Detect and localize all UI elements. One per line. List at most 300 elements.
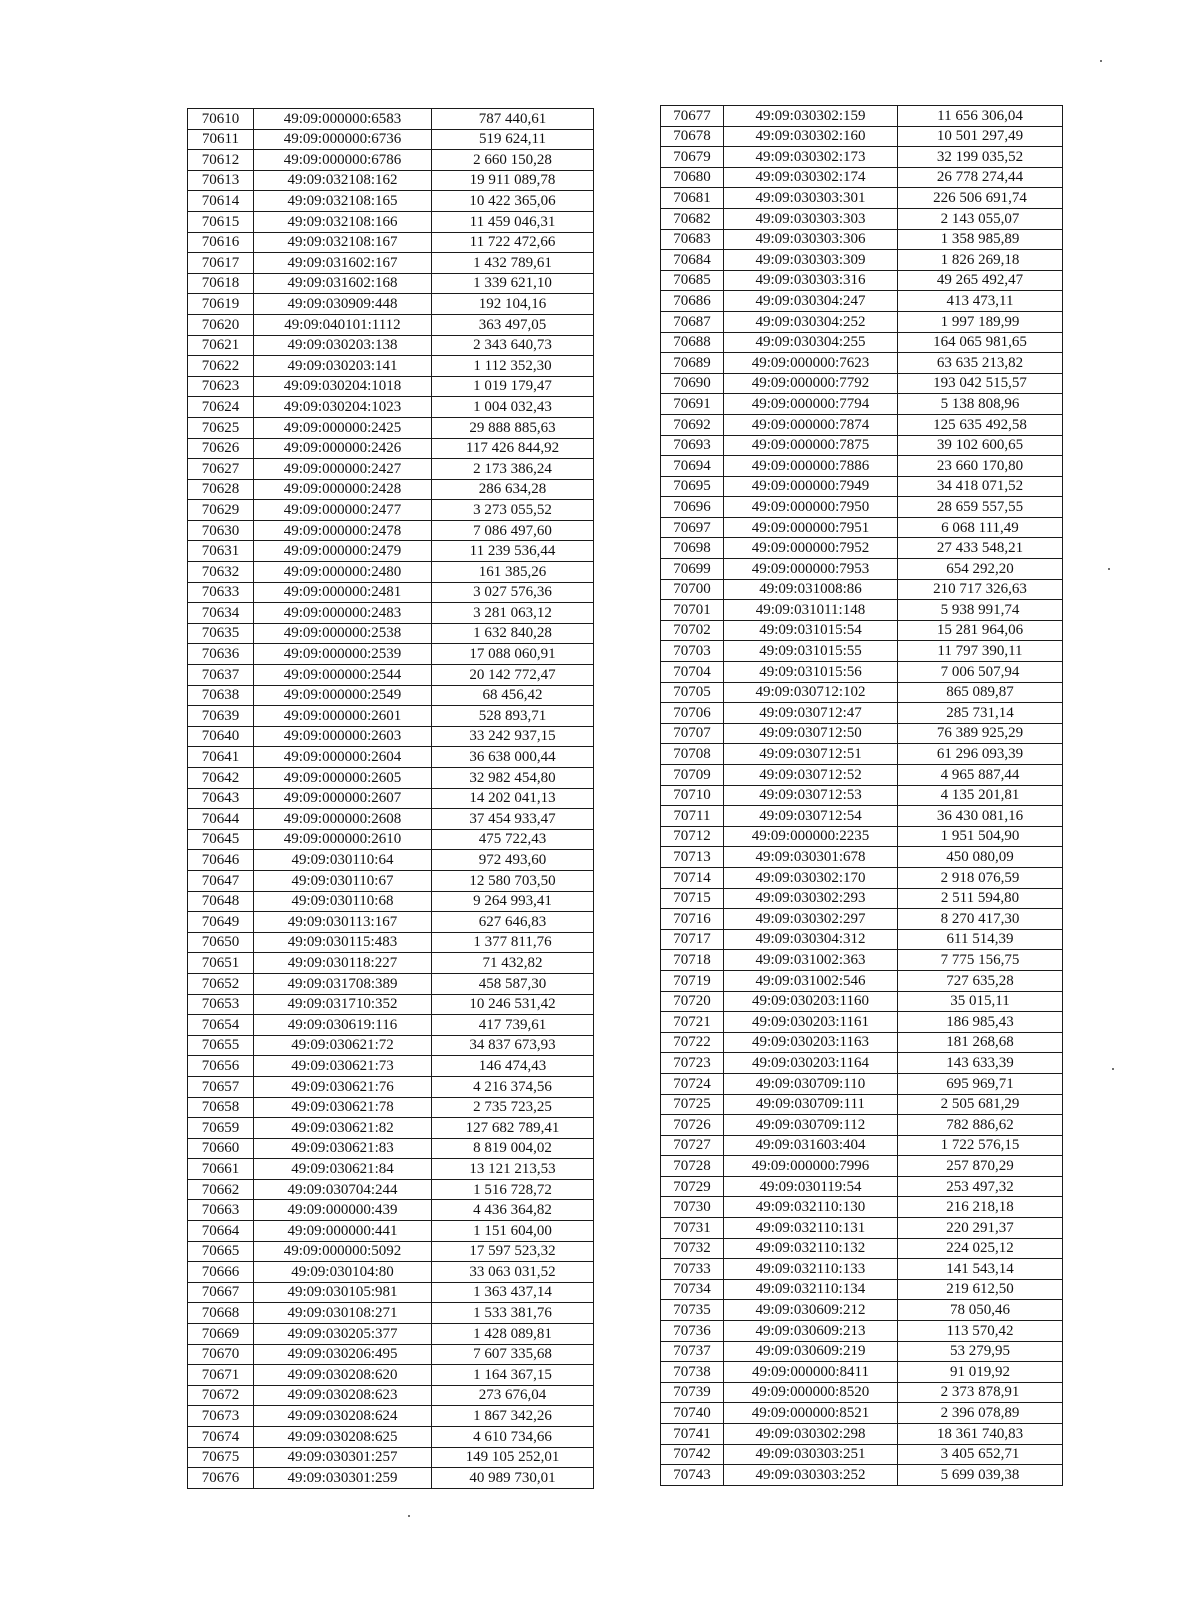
cell-value: 727 635,28 — [898, 970, 1063, 991]
left-cadastre-table — [187, 108, 594, 1489]
cell-number: 70725 — [661, 1094, 724, 1115]
cell-value: 186 985,43 — [898, 1012, 1063, 1033]
cell-cadastral-id: 49:09:000000:2608 — [254, 809, 432, 830]
cell-value: 4 965 887,44 — [898, 765, 1063, 786]
cell-number: 70679 — [661, 147, 724, 168]
cell-cadastral-id: 49:09:030203:138 — [254, 335, 432, 356]
table-row — [188, 829, 594, 850]
cell-number: 70688 — [661, 332, 724, 353]
cell-value: 417 739,61 — [432, 1015, 594, 1036]
cell-cadastral-id: 49:09:000000:2478 — [254, 520, 432, 541]
cell-number: 70700 — [661, 579, 724, 600]
cell-cadastral-id: 49:09:030301:259 — [254, 1468, 432, 1489]
cell-number: 70741 — [661, 1424, 724, 1445]
cell-value: 1 867 342,26 — [432, 1406, 594, 1427]
cell-number: 70732 — [661, 1238, 724, 1259]
cell-cadastral-id: 49:09:032108:166 — [254, 211, 432, 232]
cell-number: 70728 — [661, 1156, 724, 1177]
cell-value: 450 080,09 — [898, 847, 1063, 868]
cell-number: 70721 — [661, 1012, 724, 1033]
cell-value: 654 292,20 — [898, 559, 1063, 580]
cell-cadastral-id: 49:09:000000:7875 — [724, 435, 898, 456]
cell-number: 70743 — [661, 1465, 724, 1486]
cell-value: 11 239 536,44 — [432, 541, 594, 562]
cell-cadastral-id: 49:09:030303:303 — [724, 208, 898, 229]
cell-number: 70656 — [188, 1056, 254, 1077]
cell-number: 70682 — [661, 208, 724, 229]
cell-value: 220 291,37 — [898, 1218, 1063, 1239]
cell-value: 33 063 031,52 — [432, 1262, 594, 1283]
cell-number: 70664 — [188, 1221, 254, 1242]
cell-value: 39 102 600,65 — [898, 435, 1063, 456]
scan-speck — [1100, 60, 1102, 62]
cell-cadastral-id: 49:09:030709:111 — [724, 1094, 898, 1115]
cell-value: 782 886,62 — [898, 1115, 1063, 1136]
cell-cadastral-id: 49:09:030712:47 — [724, 703, 898, 724]
table-row — [661, 929, 1063, 950]
cell-cadastral-id: 49:09:000000:2605 — [254, 768, 432, 789]
table-row — [188, 1221, 594, 1242]
table-row — [661, 620, 1063, 641]
cell-cadastral-id: 49:09:000000:2477 — [254, 500, 432, 521]
table-row — [188, 129, 594, 150]
cell-number: 70639 — [188, 706, 254, 727]
cell-cadastral-id: 49:09:030609:212 — [724, 1300, 898, 1321]
table-row — [188, 850, 594, 871]
cell-number: 70619 — [188, 294, 254, 315]
table-row — [188, 1118, 594, 1139]
cell-cadastral-id: 49:09:030302:293 — [724, 888, 898, 909]
cell-number: 70626 — [188, 438, 254, 459]
cell-value: 53 279,95 — [898, 1341, 1063, 1362]
cell-value: 1 151 604,00 — [432, 1221, 594, 1242]
table-row — [188, 809, 594, 830]
table-row — [188, 294, 594, 315]
cell-number: 70649 — [188, 912, 254, 933]
table-row — [661, 579, 1063, 600]
table-row — [661, 373, 1063, 394]
cell-number: 70674 — [188, 1427, 254, 1448]
cell-number: 70630 — [188, 520, 254, 541]
cell-value: 224 025,12 — [898, 1238, 1063, 1259]
cell-cadastral-id: 49:09:000000:6736 — [254, 129, 432, 150]
cell-number: 70731 — [661, 1218, 724, 1239]
cell-cadastral-id: 49:09:031015:55 — [724, 641, 898, 662]
cell-value: 125 635 492,58 — [898, 414, 1063, 435]
cell-number: 70647 — [188, 870, 254, 891]
cell-value: 1 339 621,10 — [432, 273, 594, 294]
cell-value: 1 516 728,72 — [432, 1179, 594, 1200]
table-row — [188, 459, 594, 480]
cell-number: 70645 — [188, 829, 254, 850]
cell-cadastral-id: 49:09:032108:167 — [254, 232, 432, 253]
table-row — [188, 191, 594, 212]
cell-cadastral-id: 49:09:030110:64 — [254, 850, 432, 871]
table-row — [188, 1385, 594, 1406]
cell-value: 33 242 937,15 — [432, 726, 594, 747]
table-row — [188, 891, 594, 912]
cell-value: 76 389 925,29 — [898, 723, 1063, 744]
table-row — [188, 1344, 594, 1365]
table-row — [188, 1241, 594, 1262]
cell-number: 70654 — [188, 1015, 254, 1036]
cell-value: 7 607 335,68 — [432, 1344, 594, 1365]
cell-cadastral-id: 49:09:030208:620 — [254, 1365, 432, 1386]
cell-number: 70693 — [661, 435, 724, 456]
table-row — [661, 1362, 1063, 1383]
cell-cadastral-id: 49:09:032110:134 — [724, 1279, 898, 1300]
cell-number: 70718 — [661, 950, 724, 971]
cell-cadastral-id: 49:09:000000:2604 — [254, 747, 432, 768]
cell-value: 413 473,11 — [898, 291, 1063, 312]
table-row — [188, 109, 594, 130]
cell-cadastral-id: 49:09:030302:160 — [724, 126, 898, 147]
cell-number: 70670 — [188, 1344, 254, 1365]
cell-number: 70711 — [661, 806, 724, 827]
table-row — [661, 847, 1063, 868]
cell-cadastral-id: 49:09:000000:439 — [254, 1200, 432, 1221]
cell-cadastral-id: 49:09:000000:2601 — [254, 706, 432, 727]
cell-value: 2 396 078,89 — [898, 1403, 1063, 1424]
cell-cadastral-id: 49:09:030304:255 — [724, 332, 898, 353]
table-row — [661, 1156, 1063, 1177]
cell-cadastral-id: 49:09:000000:2235 — [724, 826, 898, 847]
cell-value: 219 612,50 — [898, 1279, 1063, 1300]
cell-cadastral-id: 49:09:031602:168 — [254, 273, 432, 294]
cell-value: 68 456,42 — [432, 685, 594, 706]
table-row — [661, 1300, 1063, 1321]
table-row — [188, 335, 594, 356]
cell-number: 70701 — [661, 600, 724, 621]
cell-number: 70710 — [661, 785, 724, 806]
cell-cadastral-id: 49:09:000000:2610 — [254, 829, 432, 850]
cell-number: 70742 — [661, 1444, 724, 1465]
table-row — [661, 662, 1063, 683]
cell-number: 70672 — [188, 1385, 254, 1406]
cell-cadastral-id: 49:09:030303:309 — [724, 250, 898, 271]
table-row — [188, 603, 594, 624]
cell-value: 78 050,46 — [898, 1300, 1063, 1321]
scan-speck — [408, 1515, 410, 1517]
left-table-body — [188, 109, 594, 1489]
cell-number: 70680 — [661, 167, 724, 188]
cell-value: 2 660 150,28 — [432, 150, 594, 171]
cell-number: 70648 — [188, 891, 254, 912]
cell-value: 787 440,61 — [432, 109, 594, 130]
cell-cadastral-id: 49:09:000000:2544 — [254, 665, 432, 686]
cell-value: 8 819 004,02 — [432, 1138, 594, 1159]
table-row — [661, 353, 1063, 374]
cell-value: 11 656 306,04 — [898, 106, 1063, 127]
cell-value: 2 918 076,59 — [898, 867, 1063, 888]
cell-cadastral-id: 49:09:000000:2539 — [254, 644, 432, 665]
cell-number: 70704 — [661, 662, 724, 683]
cell-cadastral-id: 49:09:031011:148 — [724, 600, 898, 621]
cell-cadastral-id: 49:09:030304:252 — [724, 311, 898, 332]
table-row — [188, 747, 594, 768]
cell-cadastral-id: 49:09:030619:116 — [254, 1015, 432, 1036]
cell-value: 6 068 111,49 — [898, 517, 1063, 538]
cell-value: 127 682 789,41 — [432, 1118, 594, 1139]
cell-number: 70667 — [188, 1282, 254, 1303]
cell-number: 70618 — [188, 273, 254, 294]
cell-number: 70695 — [661, 476, 724, 497]
table-row — [661, 703, 1063, 724]
table-row — [661, 291, 1063, 312]
cell-number: 70702 — [661, 620, 724, 641]
cell-number: 70707 — [661, 723, 724, 744]
cell-value: 1 363 437,14 — [432, 1282, 594, 1303]
cell-value: 1 019 179,47 — [432, 376, 594, 397]
cell-value: 26 778 274,44 — [898, 167, 1063, 188]
cell-cadastral-id: 49:09:031015:56 — [724, 662, 898, 683]
cell-value: 210 717 326,63 — [898, 579, 1063, 600]
cell-number: 70614 — [188, 191, 254, 212]
cell-value: 285 731,14 — [898, 703, 1063, 724]
table-row — [661, 950, 1063, 971]
cell-value: 1 632 840,28 — [432, 623, 594, 644]
cell-number: 70652 — [188, 973, 254, 994]
table-row — [188, 953, 594, 974]
cell-number: 70651 — [188, 953, 254, 974]
table-row — [188, 1406, 594, 1427]
cell-number: 70703 — [661, 641, 724, 662]
cell-cadastral-id: 49:09:032108:162 — [254, 170, 432, 191]
cell-cadastral-id: 49:09:030712:51 — [724, 744, 898, 765]
cell-value: 4 610 734,66 — [432, 1427, 594, 1448]
cell-value: 113 570,42 — [898, 1321, 1063, 1342]
cell-value: 1 997 189,99 — [898, 311, 1063, 332]
cell-cadastral-id: 49:09:000000:2481 — [254, 582, 432, 603]
table-row — [661, 106, 1063, 127]
table-row — [188, 994, 594, 1015]
cell-number: 70678 — [661, 126, 724, 147]
cell-value: 181 268,68 — [898, 1032, 1063, 1053]
table-row — [188, 726, 594, 747]
cell-cadastral-id: 49:09:000000:7949 — [724, 476, 898, 497]
cell-number: 70615 — [188, 211, 254, 232]
cell-number: 70696 — [661, 497, 724, 518]
cell-number: 70621 — [188, 335, 254, 356]
cell-number: 70735 — [661, 1300, 724, 1321]
table-row — [661, 1321, 1063, 1342]
cell-cadastral-id: 49:09:000000:2483 — [254, 603, 432, 624]
cell-cadastral-id: 49:09:030110:68 — [254, 891, 432, 912]
cell-value: 5 938 991,74 — [898, 600, 1063, 621]
cell-cadastral-id: 49:09:030206:495 — [254, 1344, 432, 1365]
cell-number: 70643 — [188, 788, 254, 809]
table-row — [661, 641, 1063, 662]
table-row — [188, 644, 594, 665]
cell-value: 29 888 885,63 — [432, 417, 594, 438]
cell-number: 70633 — [188, 582, 254, 603]
table-row — [188, 1282, 594, 1303]
cell-cadastral-id: 49:09:000000:8411 — [724, 1362, 898, 1383]
cell-value: 34 418 071,52 — [898, 476, 1063, 497]
cell-number: 70631 — [188, 541, 254, 562]
cell-number: 70720 — [661, 991, 724, 1012]
cell-value: 1 428 089,81 — [432, 1324, 594, 1345]
table-row — [661, 188, 1063, 209]
cell-number: 70611 — [188, 129, 254, 150]
cell-cadastral-id: 49:09:030208:623 — [254, 1385, 432, 1406]
cell-cadastral-id: 49:09:030205:377 — [254, 1324, 432, 1345]
cell-cadastral-id: 49:09:030204:1018 — [254, 376, 432, 397]
cell-cadastral-id: 49:09:000000:7794 — [724, 394, 898, 415]
table-row — [188, 1056, 594, 1077]
cell-cadastral-id: 49:09:031708:389 — [254, 973, 432, 994]
cell-cadastral-id: 49:09:000000:7874 — [724, 414, 898, 435]
cell-cadastral-id: 49:09:031603:404 — [724, 1135, 898, 1156]
cell-value: 10 246 531,42 — [432, 994, 594, 1015]
scan-speck — [1112, 1068, 1114, 1070]
cell-cadastral-id: 49:09:030709:110 — [724, 1073, 898, 1094]
cell-value: 27 433 548,21 — [898, 538, 1063, 559]
cell-cadastral-id: 49:09:030621:73 — [254, 1056, 432, 1077]
cell-value: 1 112 352,30 — [432, 356, 594, 377]
cell-number: 70690 — [661, 373, 724, 394]
table-row — [188, 973, 594, 994]
cell-number: 70739 — [661, 1382, 724, 1403]
cell-number: 70646 — [188, 850, 254, 871]
cell-cadastral-id: 49:09:031710:352 — [254, 994, 432, 1015]
cell-value: 253 497,32 — [898, 1176, 1063, 1197]
cell-cadastral-id: 49:09:030621:83 — [254, 1138, 432, 1159]
table-row — [661, 1032, 1063, 1053]
cell-cadastral-id: 49:09:030621:82 — [254, 1118, 432, 1139]
cell-number: 70637 — [188, 665, 254, 686]
cell-value: 3 027 576,36 — [432, 582, 594, 603]
table-row — [661, 1073, 1063, 1094]
table-row — [661, 208, 1063, 229]
cell-value: 865 089,87 — [898, 682, 1063, 703]
cell-number: 70692 — [661, 414, 724, 435]
table-row — [188, 768, 594, 789]
cell-number: 70714 — [661, 867, 724, 888]
cell-cadastral-id: 49:09:031002:546 — [724, 970, 898, 991]
table-row — [661, 1176, 1063, 1197]
cell-cadastral-id: 49:09:000000:2607 — [254, 788, 432, 809]
cell-value: 164 065 981,65 — [898, 332, 1063, 353]
table-row — [661, 332, 1063, 353]
cell-number: 70724 — [661, 1073, 724, 1094]
cell-cadastral-id: 49:09:030104:80 — [254, 1262, 432, 1283]
cell-number: 70661 — [188, 1159, 254, 1180]
table-row — [661, 167, 1063, 188]
table-row — [188, 912, 594, 933]
cell-cadastral-id: 49:09:030113:167 — [254, 912, 432, 933]
cell-value: 20 142 772,47 — [432, 665, 594, 686]
cell-value: 143 633,39 — [898, 1053, 1063, 1074]
table-row — [661, 682, 1063, 703]
cell-number: 70727 — [661, 1135, 724, 1156]
cell-value: 49 265 492,47 — [898, 270, 1063, 291]
table-row — [188, 1365, 594, 1386]
table-row — [661, 1218, 1063, 1239]
cell-value: 36 430 081,16 — [898, 806, 1063, 827]
cell-value: 3 273 055,52 — [432, 500, 594, 521]
table-row — [188, 623, 594, 644]
cell-value: 1 951 504,90 — [898, 826, 1063, 847]
table-row — [661, 1341, 1063, 1362]
cell-value: 192 104,16 — [432, 294, 594, 315]
table-row — [188, 397, 594, 418]
cell-number: 70650 — [188, 932, 254, 953]
table-row — [661, 970, 1063, 991]
cell-number: 70613 — [188, 170, 254, 191]
table-row — [188, 1015, 594, 1036]
cell-value: 32 199 035,52 — [898, 147, 1063, 168]
cell-cadastral-id: 49:09:030119:54 — [724, 1176, 898, 1197]
cell-value: 3 405 652,71 — [898, 1444, 1063, 1465]
cell-cadastral-id: 49:09:000000:2427 — [254, 459, 432, 480]
cell-number: 70715 — [661, 888, 724, 909]
cell-cadastral-id: 49:09:040101:1112 — [254, 314, 432, 335]
cell-number: 70660 — [188, 1138, 254, 1159]
table-row — [661, 147, 1063, 168]
cell-number: 70709 — [661, 765, 724, 786]
cell-value: 34 837 673,93 — [432, 1035, 594, 1056]
cell-cadastral-id: 49:09:000000:441 — [254, 1221, 432, 1242]
cell-value: 226 506 691,74 — [898, 188, 1063, 209]
table-row — [188, 582, 594, 603]
cell-cadastral-id: 49:09:030304:312 — [724, 929, 898, 950]
table-row — [188, 1468, 594, 1489]
cell-cadastral-id: 49:09:030115:483 — [254, 932, 432, 953]
cell-cadastral-id: 49:09:030709:112 — [724, 1115, 898, 1136]
cell-value: 7 086 497,60 — [432, 520, 594, 541]
table-row — [188, 706, 594, 727]
table-row — [661, 126, 1063, 147]
cell-cadastral-id: 49:09:030303:306 — [724, 229, 898, 250]
cell-value: 458 587,30 — [432, 973, 594, 994]
scan-speck — [1108, 568, 1110, 570]
table-row — [661, 1197, 1063, 1218]
table-row — [661, 744, 1063, 765]
cell-value: 15 281 964,06 — [898, 620, 1063, 641]
table-row — [188, 438, 594, 459]
table-row — [661, 806, 1063, 827]
cell-number: 70625 — [188, 417, 254, 438]
cell-value: 61 296 093,39 — [898, 744, 1063, 765]
cell-cadastral-id: 49:09:000000:8520 — [724, 1382, 898, 1403]
cell-number: 70663 — [188, 1200, 254, 1221]
cell-number: 70640 — [188, 726, 254, 747]
cell-value: 1 722 576,15 — [898, 1135, 1063, 1156]
cell-cadastral-id: 49:09:000000:2480 — [254, 562, 432, 583]
cell-cadastral-id: 49:09:000000:7951 — [724, 517, 898, 538]
cell-number: 70638 — [188, 685, 254, 706]
table-row — [661, 888, 1063, 909]
cell-number: 70716 — [661, 909, 724, 930]
cell-number: 70685 — [661, 270, 724, 291]
cell-value: 10 422 365,06 — [432, 191, 594, 212]
table-row — [188, 1076, 594, 1097]
cell-number: 70723 — [661, 1053, 724, 1074]
cell-cadastral-id: 49:09:030304:247 — [724, 291, 898, 312]
cell-value: 216 218,18 — [898, 1197, 1063, 1218]
cell-value: 32 982 454,80 — [432, 768, 594, 789]
cell-value: 2 143 055,07 — [898, 208, 1063, 229]
table-row — [661, 517, 1063, 538]
cell-value: 5 699 039,38 — [898, 1465, 1063, 1486]
table-row — [188, 170, 594, 191]
cell-value: 1 826 269,18 — [898, 250, 1063, 271]
cell-number: 70634 — [188, 603, 254, 624]
cell-number: 70622 — [188, 356, 254, 377]
table-row — [661, 991, 1063, 1012]
cell-value: 627 646,83 — [432, 912, 594, 933]
